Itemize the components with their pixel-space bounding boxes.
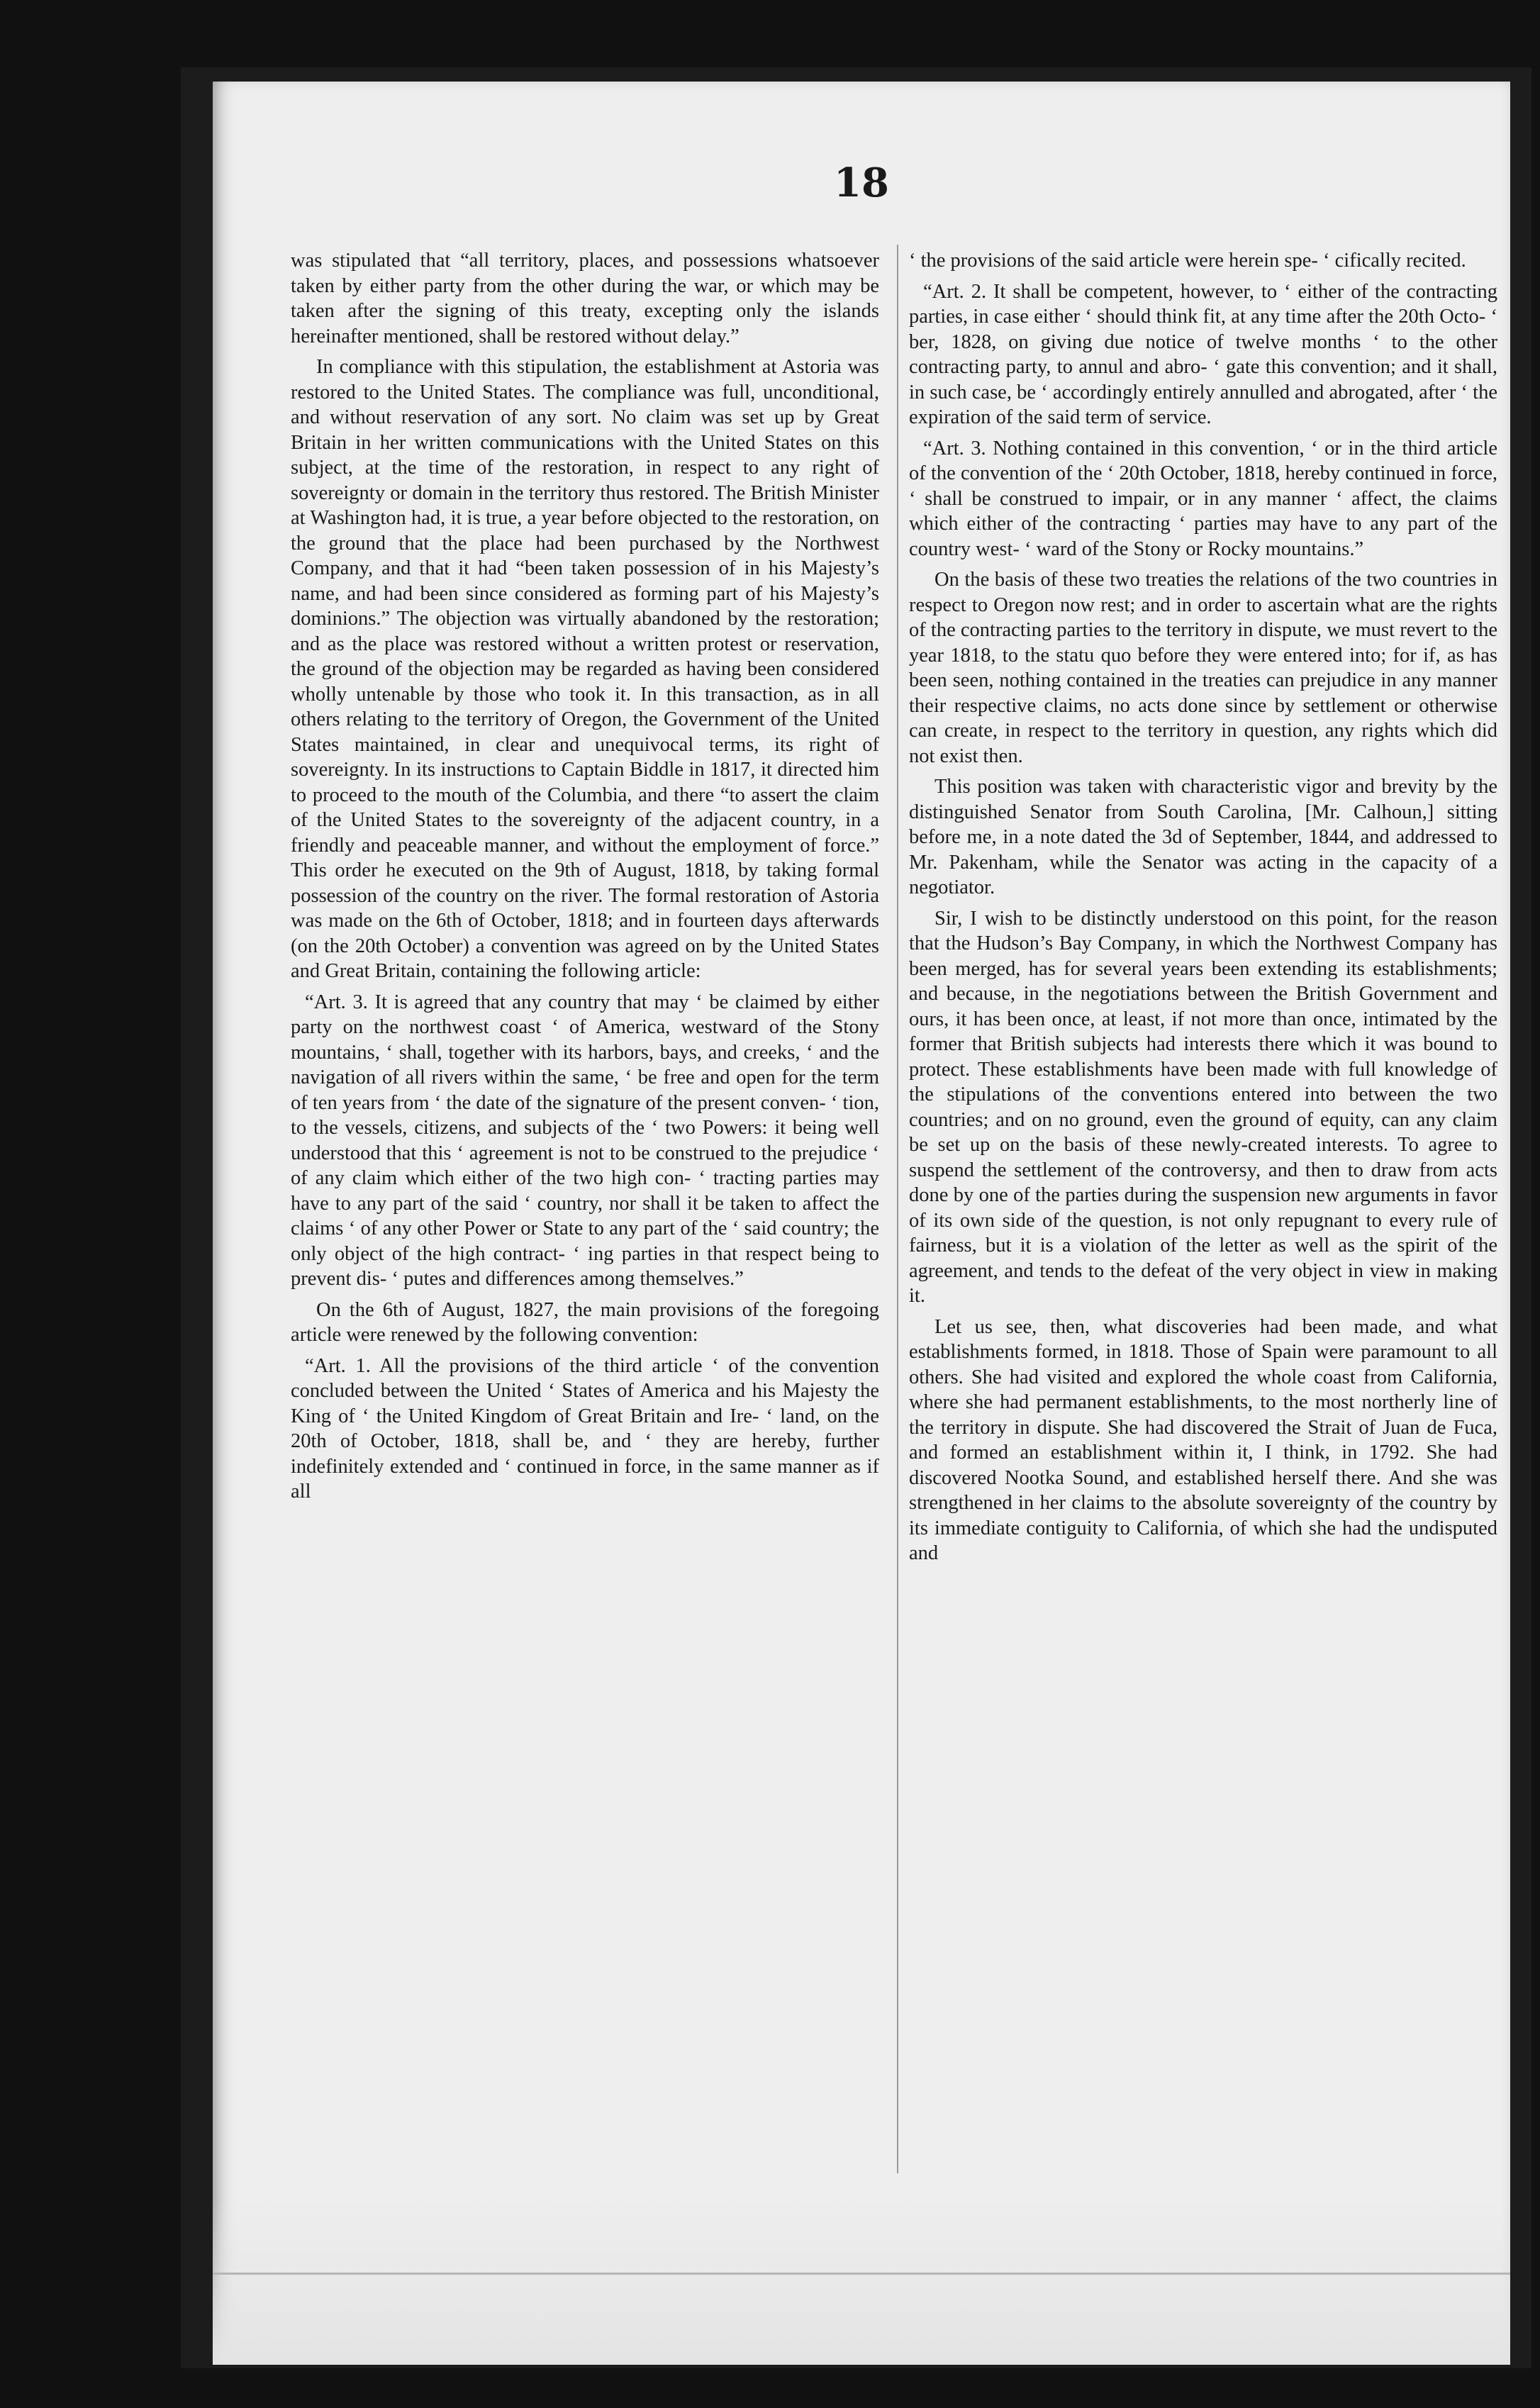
right-paragraph-4: On the basis of these two treaties the relations of the two countries in respect to Oregon now rest; and in order to ascertain what are the rights of the contracting parties to the territory in dispute, we must revert to the year 1818, to the statu quo before they were entered into; for if, as has been seen, nothing contained in the treaties can prejudice in any manner their respective claims, no acts done since by settlement or otherwise can create, in respect to the territory in question, any rights which did not exist then. xyxy=(909,569,1497,767)
left-paragraph-5-quote: “Art. 1. All the provisions of the third article ‘ of the convention concluded between the United ‘ States of America and his Majesty the King of ‘ the United Kingdom of Great Britain and Ire- ‘ land, on the 20th of October, 1818, shall be, and ‘ they are hereby, further indefinitely extended and ‘ continued in force, in the same manner as if all xyxy=(291,1354,879,1503)
right-paragraph-5: This position was taken with characteristic vigor and brevity by the distinguished Senator from South Carolina, [Mr. Calhoun,] sitting before me, in a note dated the 3d of September, 1844, and addressed to Mr. Pakenham, while the Senator was acting in the capacity of a negotiator. xyxy=(909,776,1497,898)
page-edge-crease xyxy=(213,2273,1510,2275)
right-paragraph-3-quote: “Art. 3. Nothing contained in this convention, ‘ or in the third article of the convention of the ‘ 20th October, 1818, hereby continued in force, ‘ shall be construed to impair, or in any manner ‘ affect, the claims which either of the contracting ‘ parties may have to any part of the country west- ‘ ward of the Stony or Rocky mountains.” xyxy=(909,437,1497,560)
document-page xyxy=(213,82,1510,2365)
left-paragraph-1: was stipulated that “all territory, places, and possessions whatsoever taken by either party from the other during the war, or which may be taken after the signing of this treaty, excepting only the islands hereinafter mentioned, shall be restored without delay.” xyxy=(291,250,879,347)
left-column xyxy=(291,248,879,1510)
right-paragraph-1: ‘ the provisions of the said article were herein spe- ‘ cifically recited. xyxy=(909,250,1466,272)
right-column xyxy=(909,248,1497,1572)
right-paragraph-6: Sir, I wish to be distinctly understood on this point, for the reason that the Hudson’s Bay Company, in which the Northwest Company has been merged, has for several years been extending its establishments; and because, in the negotiations between the British Government and ours, it has been once, at least, if not more than once, intimated by the former that British subjects had interests there which it was bound to protect. These establishments have been made with full knowledge of the stipulations of the conventions entered into between the two countries; and on no ground, even the ground of equity, can any claim be set up on the basis of these newly-created interests. To agree to suspend the settlement of the controversy, and then to draw from acts done by one of the parties during the suspension new arguments in favor of its own side of the question, is not only repugnant to every rule of fairness, but it is a violation of the letter as well as the spirit of the agreement, and tends to the defeat of the very object in view in making it. xyxy=(909,907,1497,1307)
page-bottom-margin xyxy=(213,2195,1510,2365)
right-paragraph-7: Let us see, then, what discoveries had been made, and what establishments formed, in 1818. Those of Spain were paramount to all others. She had visited and explored the whole coast from California, where she had permanent establishments, to the most northerly line of the territory in dispute. She had discovered the Strait of Juan de Fuca, and formed an establishment within it, I think, in 1792. She had discovered Nootka Sound, and established herself there. And she was strengthened in her claims to the absolute sovereignty of the country by its immediate contiguity to California, of which she had the undisputed and xyxy=(909,1315,1497,1564)
left-paragraph-3-quote: “Art. 3. It is agreed that any country that may ‘ be claimed by either party on the northwest coast ‘ of America, westward of the Stony mountains, ‘ shall, together with its harbors, bays, and creeks, ‘ and the navigation of all rivers within the same, ‘ be free and open for the term of ten years from ‘ the date of the signature of the present conven- ‘ tion, to the vessels, citizens, and subjects of the ‘ two Powers: it being well understood that this ‘ agreement is not to be construed to the prejudice ‘ of any claim which either of the two high con- ‘ tracting parties may have to any part of the said ‘ country, nor shall it be taken to affect the claims ‘ of any other Power or State to any part of the ‘ said country; the only object of the high contract- ‘ ing parties in that respect being to prevent dis- ‘ putes and differences among themselves.” xyxy=(291,991,879,1290)
page-number: 18 xyxy=(834,160,889,206)
column-divider xyxy=(897,245,898,2173)
right-paragraph-2-quote: “Art. 2. It shall be competent, however, to ‘ either of the contracting parties, in case either ‘ should think fit, at any time after the 20th Octo- ‘ ber, 1828, on giving due notice of twelve months ‘ to the other contracting party, to annul and abro- ‘ gate this convention; and it shall, in such case, be ‘ accordingly entirely annulled and abrogated, after ‘ the expiration of the said term of service. xyxy=(909,280,1497,428)
left-paragraph-4: On the 6th of August, 1827, the main provisions of the foregoing article were renewed by the following convention: xyxy=(291,1298,879,1346)
left-paragraph-2: In compliance with this stipulation, the establishment at Astoria was restored to the United States. The compliance was full, unconditional, and without reservation of any sort. No claim was set up by Great Britain in her written communications with the United States on this subject, at the time of the restoration, in respect to any right of sovereignty or domain in the territory thus restored. The British Minister at Washington had, it is true, a year before objected to the restoration, on the ground that the place had been purchased by the Northwest Company, and that it had “been taken possession of in his Majesty’s name, and had been since considered as forming part of his Majesty’s dominions.” The objection was virtually abandoned by the restoration; and as the place was restored without a written protest or reservation, the ground of the objection may be regarded as having been considered wholly untenable by those who took it. In this transaction, as in all others relating to the territory of Oregon, the Government of the United States maintained, in clear and unequivocal terms, its right of sovereignty. In its instructions to Captain Biddle in 1817, it directed him to proceed to the mouth of the Columbia, and there “to assert the claim of the United States to the sovereignty of the adjacent country, in a friendly and peaceable manner, and without the employment of force.” This order he executed on the 9th of August, 1818, by taking formal possession of the country on the river. The formal restoration of Astoria was made on the 6th of October, 1818; and in fourteen days afterwards (on the 20th October) a convention was agreed on by the United States and Great Britain, containing the following article: xyxy=(291,356,879,982)
